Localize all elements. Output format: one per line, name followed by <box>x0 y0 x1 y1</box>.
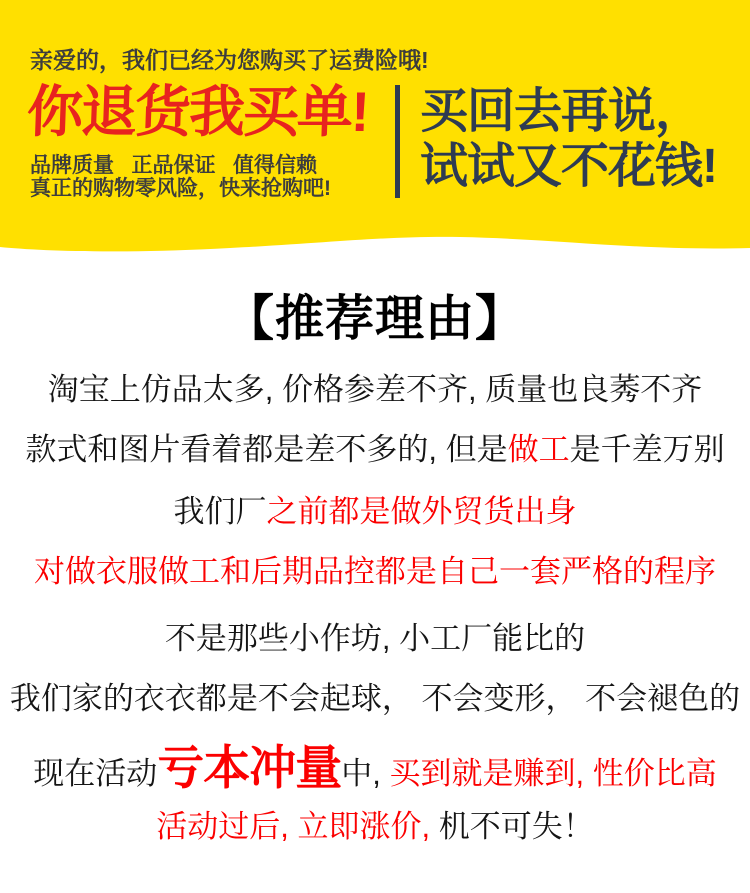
vertical-divider <box>395 85 400 198</box>
reason-text-segment: 对做衣服做工和后期品控都是自己一套严格的程序 <box>34 554 716 589</box>
header-banner <box>0 0 750 235</box>
reason-line <box>0 372 750 408</box>
reason-text-segment: 现在活动 <box>33 756 158 791</box>
reason-text-segment: 买到就是赚到, 性价比高 <box>380 756 717 791</box>
reason-line <box>0 621 750 657</box>
reason-line <box>0 494 750 530</box>
slogan-line-1: 买回去再说， <box>420 85 703 138</box>
reason-text-segment: 中, <box>341 756 381 791</box>
reason-text-segment: 我们家的衣衣都是不会起球， 不会变形， 不会褪色的 <box>9 681 741 716</box>
reason-text-segment: 不是那些小作坊, 小工厂能比的 <box>164 621 586 656</box>
quality-assurance-line: 品牌质量 正品保证 值得信赖 <box>30 154 318 177</box>
reason-text-segment: 我们厂 <box>173 494 267 529</box>
shipping-insurance-notice: 亲爱的，我们已经为您购买了运费险哦! <box>30 47 429 73</box>
zero-risk-line: 真正的购物零风险，快来抢购吧! <box>30 177 331 200</box>
reason-line <box>0 741 750 795</box>
reason-text-segment: 机不可失！ <box>430 809 594 844</box>
slogan-line-2: 试试又不花钱! <box>420 140 717 193</box>
reason-text-segment: 做工 <box>507 432 570 467</box>
reason-text-segment: 活动过后, 立即涨价, <box>156 809 431 844</box>
reason-text-segment: 是千差万别 <box>569 432 725 467</box>
reason-line <box>0 432 750 468</box>
reasons-title: 【推荐理由】 <box>224 292 525 346</box>
reason-text-segment: 款式和图片看着都是差不多的, 但是 <box>25 432 508 467</box>
reason-line <box>0 681 750 717</box>
reason-text-segment: 之前都是做外贸货出身 <box>266 494 577 529</box>
reason-text-segment: 亏本冲量 <box>157 741 342 794</box>
slogan-right <box>420 84 717 194</box>
wave-edge <box>0 235 750 259</box>
reason-text-segment: 淘宝上仿品太多, 价格参差不齐, 质量也良莠不齐 <box>47 372 703 407</box>
reason-line <box>0 554 750 590</box>
return-promise-headline: 你退货我买单! <box>25 80 369 143</box>
reason-line <box>0 809 750 845</box>
